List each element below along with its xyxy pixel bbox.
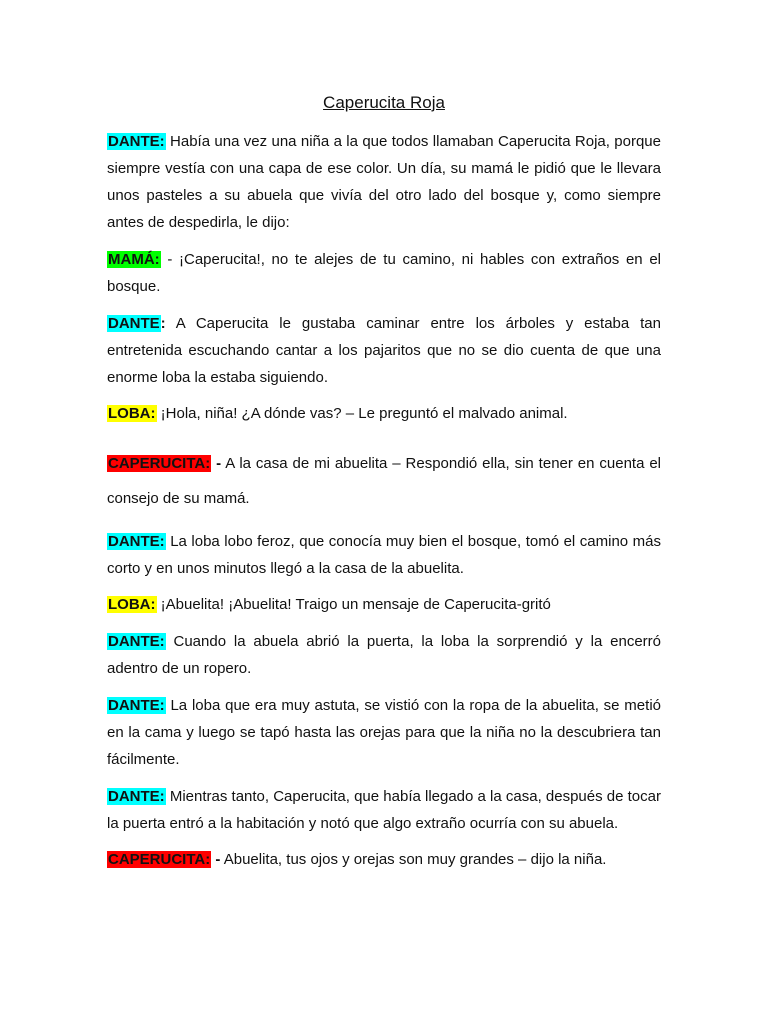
speaker-label: DANTE: [108, 533, 165, 550]
paragraph-text: A Caperucita le gustaba caminar entre los árboles y estaba tan entretenida escuchando cantar a los pajaritos que no se dio cuenta de que una enorme loba la estaba siguiendo. [107, 315, 661, 386]
paragraph-text: La loba que era muy astuta, se vistió con la ropa de la abuelita, se metió en la cama y luego se tapó hasta las orejas para que la niña no la descubriera tan fácilmente. [107, 697, 661, 768]
speaker-label: DANTE [108, 315, 160, 332]
paragraph [107, 246, 661, 300]
speaker-label: CAPERUCITA: [108, 851, 211, 868]
paragraph-text: Abuelita, tus ojos y orejas son muy grandes – dijo la niña. [220, 851, 607, 868]
paragraph-text: ¡Hola, niña! ¿A dónde vas? – Le preguntó el malvado animal. [156, 405, 568, 422]
paragraph [107, 528, 661, 582]
speaker-label: DANTE: [108, 788, 165, 805]
speaker-label: LOBA: [108, 596, 156, 613]
paragraph: CAPERUCITA: - A la casa de mi abuelita – Respondió ella, sin tener en cuenta el consejo de su mamá. [107, 455, 662, 507]
paragraph-text: - ¡Caperucita!, no te alejes de tu camino, ni hables con extraños en el bosque. [107, 251, 661, 295]
speaker-label: CAPERUCITA: [108, 455, 211, 472]
speaker-label: MAMÁ: [108, 251, 160, 268]
paragraph-text: A la casa de mi abuelita – Respondió ella, sin tener en cuenta el consejo de su mamá. [107, 455, 662, 507]
speaker-label: DANTE: [108, 633, 165, 650]
paragraph [107, 591, 661, 618]
paragraph [107, 783, 661, 837]
speaker-label: LOBA: [108, 405, 156, 422]
paragraph-text: ¡Abuelita! ¡Abuelita! Traigo un mensaje de Caperucita-gritó [156, 596, 551, 613]
paragraph-text: Mientras tanto, Caperucita, que había llegado a la casa, después de tocar la puerta entró a la habitación y notó que algo extraño ocurría con su abuela. [107, 788, 661, 832]
document-title: Caperucita Roja [323, 93, 445, 112]
paragraph [107, 128, 661, 236]
paragraph-text: Cuando la abuela abrió la puerta, la loba la sorprendió y la encerró adentro de un ropero. [107, 633, 661, 677]
speaker-label: DANTE: [108, 133, 165, 150]
paragraph: DANTE: A Caperucita le gustaba caminar entre los árboles y estaba tan entretenida escuchando cantar a los pajaritos que no se dio cuenta de que una enorme loba la estaba siguiendo. [107, 315, 661, 386]
paragraph [107, 400, 661, 427]
paragraph [107, 628, 661, 682]
paragraph [107, 692, 661, 773]
paragraph: CAPERUCITA: - Abuelita, tus ojos y orejas son muy grandes – dijo la niña. [108, 851, 607, 868]
paragraph-text: La loba lobo feroz, que conocía muy bien el bosque, tomó el camino más corto y en unos minutos llegó a la casa de la abuelita. [107, 533, 661, 577]
speaker-label: DANTE: [108, 697, 165, 714]
paragraph-text: Había una vez una niña a la que todos llamaban Caperucita Roja, porque siempre vestía con una capa de ese color. Un día, su mamá le pidió que le llevara unos pasteles a su abuela que vivía del otro lado del bosque y, como siempre antes de despedirla, le dijo: [107, 133, 661, 231]
